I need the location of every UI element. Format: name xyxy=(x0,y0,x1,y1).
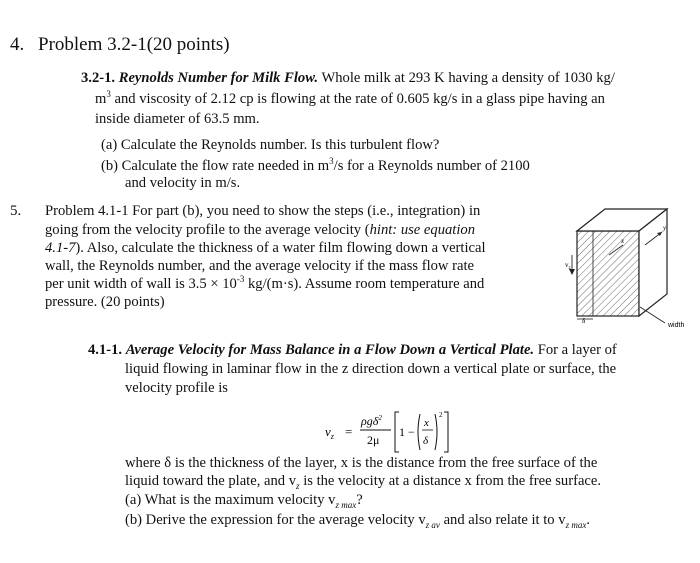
eq-numerator: ρgδ$^2$ xyxy=(361,414,382,428)
p411-line3: velocity profile is xyxy=(125,380,228,396)
p5-line5-sup: -3 xyxy=(236,274,245,285)
p321-part-b-b: /s for a Reynolds number of 2100 xyxy=(333,158,530,174)
p321-line2-sup: 3 xyxy=(106,89,111,100)
p321-part-b-line2: and velocity in m/s. xyxy=(125,175,241,191)
plate-diagram xyxy=(565,205,700,330)
p411-line1: For a layer of xyxy=(537,342,617,358)
p5-line3-eq: 4.1-7 xyxy=(45,240,76,256)
equation-svg xyxy=(323,408,463,456)
p411-part-b-sub1: z av xyxy=(425,519,440,530)
p321-label: 3.2-1. xyxy=(81,70,116,86)
eq-one-minus: 1 − xyxy=(399,425,415,439)
p321-line2-b: and viscosity of 2.12 cp is flowing at the rate of 0.605 kg/s in a glass pipe having an xyxy=(110,91,605,107)
falling-film-figure xyxy=(565,205,700,335)
plate-front xyxy=(577,231,639,316)
p321-heading: Reynolds Number for Milk Flow. xyxy=(118,70,319,86)
eq-right-bracket xyxy=(444,412,448,452)
p411-part-a-sub: z max xyxy=(335,499,357,510)
p411-line2: liquid flowing in laminar flow in the z direction down a vertical plate or surface, the xyxy=(125,361,617,377)
p411-label: 4.1-1. xyxy=(88,342,123,358)
width-label: width xyxy=(668,322,685,329)
problem-4-heading xyxy=(10,34,230,56)
eq-delta: δ xyxy=(423,435,429,447)
velocity-profile-equation xyxy=(323,408,463,461)
p321-part-b-sup: 3 xyxy=(329,156,334,167)
problem-4-number: 4. xyxy=(10,34,25,55)
p5-line6: pressure. (20 points) xyxy=(45,294,165,310)
eq-square: 2 xyxy=(439,411,443,419)
width-dimension xyxy=(640,307,665,323)
p411-where-line1: where δ is the thickness of the layer, x is the distance from the free surface of the xyxy=(125,455,598,471)
p5-line5-a: per unit width of wall is 3.5 × 10 xyxy=(45,276,237,292)
p411-part-b-b: and also relate it to v xyxy=(439,512,566,528)
p5-line3-b: ). Also, calculate the thickness of a water film flowing down a vertical xyxy=(75,240,486,256)
p411-where-line2-a: liquid toward the plate, and v xyxy=(125,473,297,489)
p321-line2-a: m xyxy=(95,91,107,107)
p321-part-b-a: (b) Calculate the flow rate needed in m xyxy=(101,158,330,174)
p5-line2-a: going from the velocity profile to the average velocity ( xyxy=(45,222,370,238)
p5-line5-b: kg/(m·s). Assume room temperature and xyxy=(244,276,485,292)
eq-denominator: 2μ xyxy=(367,433,380,447)
eq-left-paren xyxy=(418,414,420,450)
problem-4-title: Problem 3.2-1(20 points) xyxy=(38,34,230,55)
p5-line4: wall, the Reynolds number, and the average velocity if the mass flow rate xyxy=(45,258,474,274)
y-label: y xyxy=(663,224,667,232)
problem-5-number: 5. xyxy=(10,203,22,219)
p411-heading: Average Velocity for Mass Balance in a Flow Down a Vertical Plate. xyxy=(125,342,535,358)
p411-part-a-b: ? xyxy=(356,492,363,508)
eq-equals: = xyxy=(345,424,353,439)
eq-x: x xyxy=(424,417,429,429)
eq-lhs: $v_z$ xyxy=(325,424,334,441)
x-label: x xyxy=(621,237,625,245)
p411-part-b-a: (b) Derive the expression for the average velocity v xyxy=(125,512,426,528)
p5-line1: Problem 4.1-1 For part (b), you need to show the steps (i.e., integration) in xyxy=(45,203,481,219)
p411-where-line2-b: is the velocity at a distance x from the free surface. xyxy=(299,473,602,489)
delta-label: δ xyxy=(582,317,586,325)
p411-part-b-sub2: z max xyxy=(565,519,587,530)
p411-part-a-a: (a) What is the maximum velocity v xyxy=(125,492,336,508)
p321-line3: inside diameter of 63.5 mm. xyxy=(95,111,260,127)
p321-part-a: (a) Calculate the Reynolds number. Is this turbulent flow? xyxy=(101,137,440,153)
vz-label: $v_z$ xyxy=(565,261,571,271)
p5-line2-hint: hint: use equation xyxy=(369,222,475,238)
p411-where-line2-sub: z xyxy=(296,480,300,491)
p411-part-b-c: . xyxy=(586,512,590,528)
eq-right-paren xyxy=(435,414,437,450)
p321-line1: Whole milk at 293 K having a density of 1030 kg/ xyxy=(321,70,615,86)
